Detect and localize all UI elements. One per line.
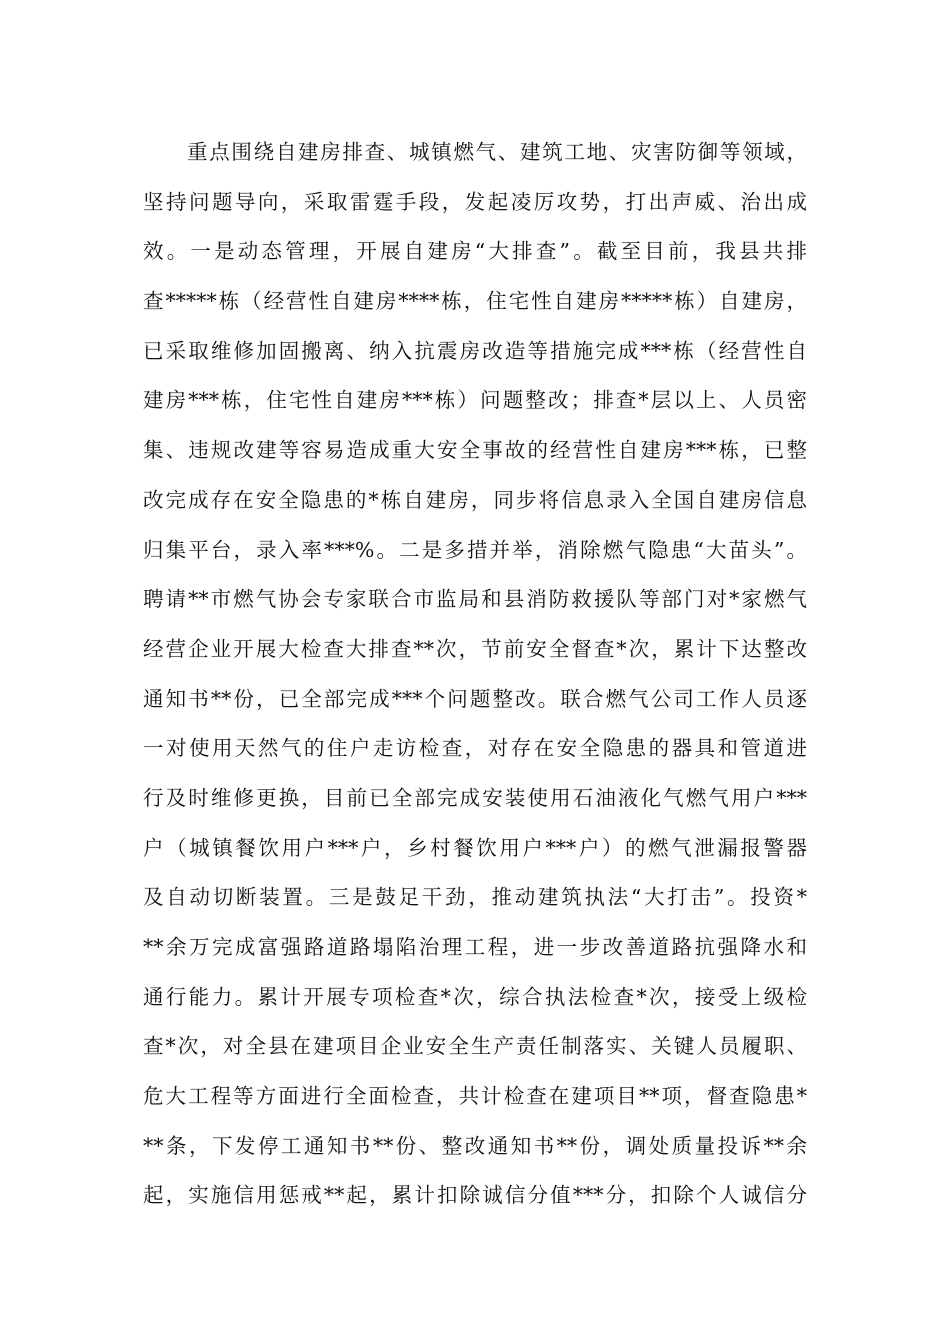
paragraph-line: 行及时维修更换，目前已全部完成安装使用石油液化气燃气用户***	[143, 785, 807, 810]
paragraph-line: 户（城镇餐饮用户***户，乡村餐饮用户***户）的燃气泄漏报警器	[143, 835, 807, 860]
paragraph-line: 及自动切断装置。三是鼓足干劲，推动建筑执法“大打击”。投资*	[143, 885, 807, 910]
paragraph-line: 起，实施信用惩戒**起，累计扣除诚信分值***分，扣除个人诚信分	[143, 1183, 807, 1208]
paragraph-line: 归集平台，录入率***%。二是多措并举，消除燃气隐患“大苗头”。	[143, 537, 807, 562]
paragraph-line: 危大工程等方面进行全面检查，共计检查在建项目**项，督查隐患*	[143, 1084, 807, 1109]
paragraph-line: 一对使用天然气的住户走访检查，对存在安全隐患的器具和管道进	[143, 736, 807, 761]
paragraph-line: 已采取维修加固搬离、纳入抗震房改造等措施完成***栋（经营性自	[143, 338, 807, 363]
paragraph-line: 坚持问题导向，采取雷霆手段，发起凌厉攻势，打出声威、治出成	[143, 189, 807, 214]
paragraph-line: 查*次，对全县在建项目企业安全生产责任制落实、关键人员履职、	[143, 1034, 807, 1059]
paragraph-line: **条，下发停工通知书**份、整改通知书**份，调处质量投诉**余	[143, 1133, 807, 1158]
paragraph-line: 改完成存在安全隐患的*栋自建房，同步将信息录入全国自建房信息	[143, 487, 807, 512]
body-paragraph	[143, 128, 807, 1221]
paragraph-line: 经营企业开展大检查大排查**次，节前安全督查*次，累计下达整改	[143, 636, 807, 661]
paragraph-line: 重点围绕自建房排查、城镇燃气、建筑工地、灾害防御等领域，	[187, 140, 807, 164]
paragraph-line: 建房***栋，住宅性自建房***栋）问题整改；排查*层以上、人员密	[143, 388, 807, 413]
paragraph-line: 聘请**市燃气协会专家联合市监局和县消防救援队等部门对*家燃气	[143, 587, 807, 612]
paragraph-line: 效。一是动态管理，开展自建房“大排查”。截至目前，我县共排	[143, 239, 807, 264]
paragraph-line: 查*****栋（经营性自建房****栋，住宅性自建房*****栋）自建房，	[143, 289, 807, 314]
paragraph-line: 通行能力。累计开展专项检查*次，综合执法检查*次，接受上级检	[143, 984, 807, 1009]
paragraph-line: 集、违规改建等容易造成重大安全事故的经营性自建房***栋，已整	[143, 438, 807, 463]
paragraph-line: 通知书**份，已全部完成***个问题整改。联合燃气公司工作人员逐	[143, 686, 807, 711]
paragraph-line: **余万完成富强路道路塌陷治理工程，进一步改善道路抗强降水和	[143, 935, 807, 959]
